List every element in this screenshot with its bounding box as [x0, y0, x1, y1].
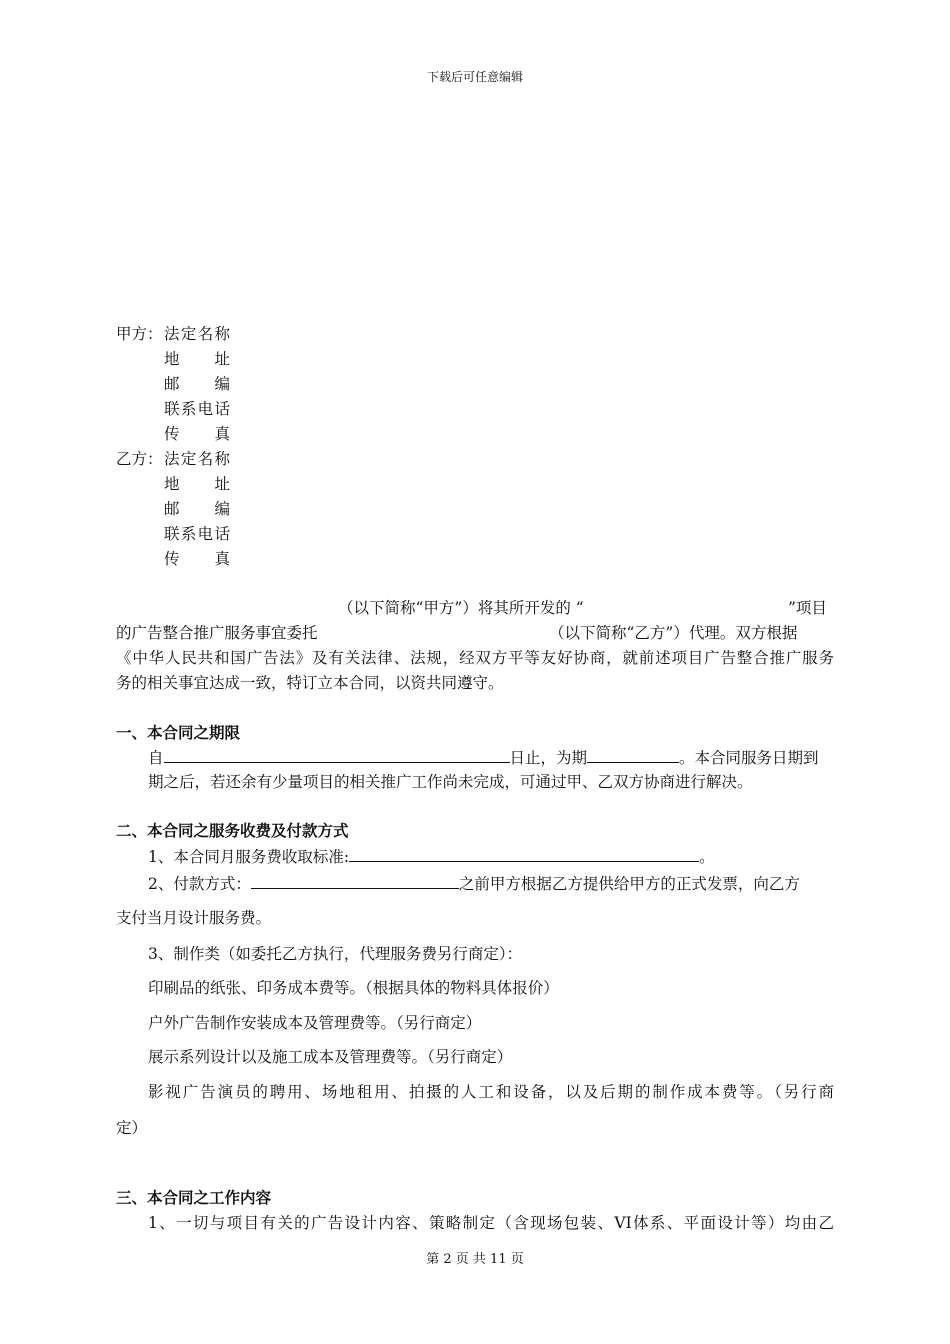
party-a-field-name: 法定名称	[164, 325, 230, 343]
party-b-field-phone: 联系电话	[164, 525, 230, 543]
section2-para1: 印刷品的纸张、印务成本费等。（根据具体的物料具体报价）	[148, 979, 559, 997]
section1-line1	[148, 747, 819, 768]
section1-text-from: 自	[148, 749, 164, 767]
section2-item2-cont: 支付当月设计服务费。	[116, 909, 272, 927]
payment-method-text: 之前甲方根据乙方提供给甲方的正式发票，向乙方	[458, 875, 800, 893]
section1-text-rest: 。本合同服务日期到	[679, 749, 819, 767]
party-a-field-phone: 联系电话	[164, 400, 230, 418]
start-date-blank[interactable]	[164, 747, 510, 763]
section1-heading: 一、本合同之期限	[116, 723, 241, 742]
intro-line3: 《中华人民共和国广告法》及有关法律、法规，经双方平等友好协商，就前述项目广告整合推广服务	[116, 649, 834, 667]
section1-line2: 期之后，若还余有少量项目的相关推广工作尚未完成，可通过甲、乙双方协商进行解决。	[148, 773, 753, 791]
party-b-field-postcode: 邮 编	[164, 500, 230, 518]
party-a-field-postcode: 邮 编	[164, 375, 230, 393]
section3-heading: 三、本合同之工作内容	[116, 1188, 272, 1207]
party-b-field-address: 地 址	[164, 475, 230, 493]
party-a-field-fax: 传 真	[164, 425, 230, 443]
party-a-title: 甲方：	[116, 325, 163, 343]
fee-standard-end: 。	[699, 848, 715, 866]
section2-para4: 影视广告演员的聘用、场地租用、拍摄的人工和设备，以及后期的制作成本费等。（另行商	[148, 1083, 834, 1101]
section1-text-until: 日止，为期	[509, 749, 588, 767]
party-b-title: 乙方：	[116, 450, 163, 468]
section2-item3: 3、制作类（如委托乙方执行，代理服务费另行商定）：	[148, 945, 523, 963]
payment-method-label: 2、付款方式：	[148, 875, 251, 893]
page-header: 下载后可任意编辑	[426, 70, 523, 84]
fee-standard-blank[interactable]	[349, 846, 699, 862]
intro-line1-b: ”项目	[788, 599, 827, 617]
intro-line4: 务的相关事宜达成一致，特订立本合同，以资共同遵守。	[116, 674, 504, 692]
section2-para3: 展示系列设计以及施工成本及管理费等。（另行商定）	[148, 1048, 513, 1066]
party-b-field-name: 法定名称	[164, 450, 230, 468]
page-footer: 第 2 页 共 11 页	[426, 1252, 524, 1267]
section2-para2: 户外广告制作安装成本及管理费等。（另行商定）	[148, 1014, 482, 1032]
section2-item1	[148, 846, 715, 867]
fee-standard-label: 1、本合同月服务费收取标准:	[148, 848, 350, 866]
party-b-field-fax: 传 真	[164, 550, 230, 568]
intro-line2-b: （以下简称“乙方”）代理。双方根据	[549, 624, 798, 642]
section2-item2	[148, 873, 800, 894]
section3-item1: 1、一切与项目有关的广告设计内容、策略制定（含现场包装、VI体系、平面设计等）均由乙	[148, 1214, 834, 1232]
section2-heading: 二、本合同之服务收费及付款方式	[116, 821, 349, 840]
payment-method-blank[interactable]	[251, 873, 459, 889]
section2-para4-cont: 定）	[116, 1119, 148, 1137]
intro-line2-a: 的广告整合推广服务事宜委托	[116, 624, 318, 642]
intro-line1-a: （以下简称“甲方”）将其所开发的 “	[338, 599, 584, 617]
party-a-field-address: 地 址	[164, 350, 230, 368]
duration-blank[interactable]	[587, 747, 679, 763]
